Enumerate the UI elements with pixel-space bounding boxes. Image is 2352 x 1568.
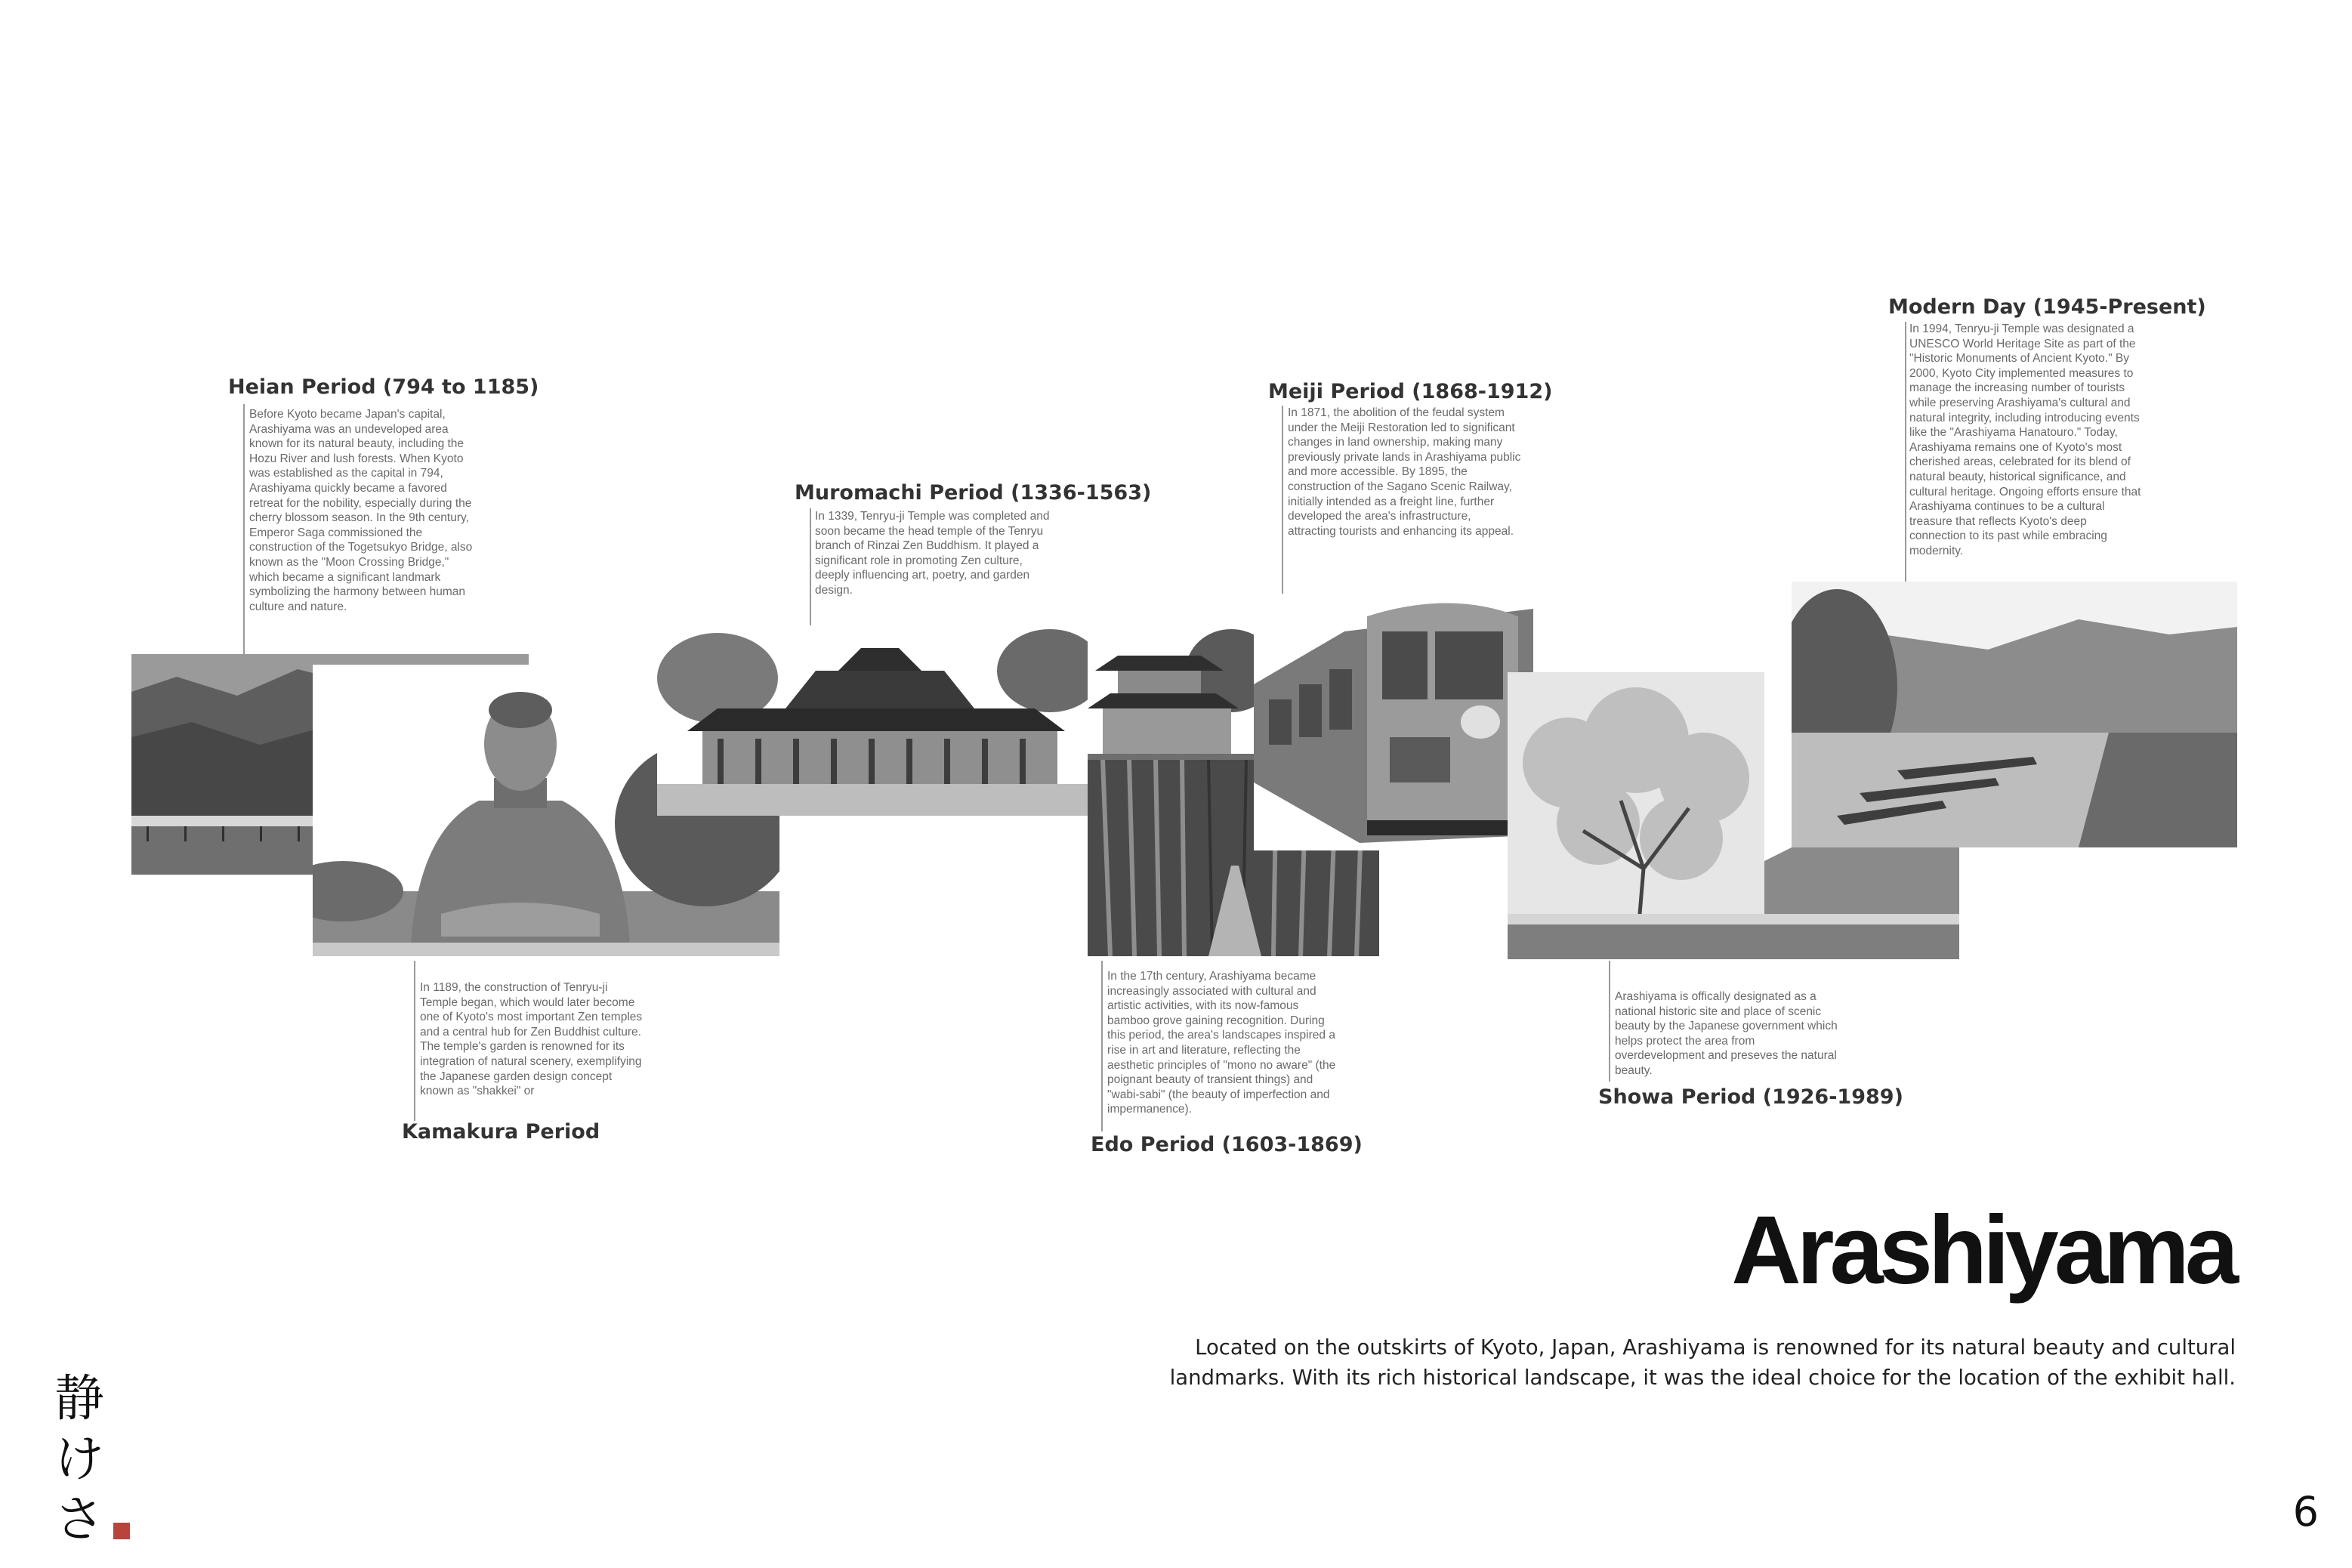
red-seal-stamp-icon <box>113 1523 130 1539</box>
period-title-edo: Edo Period (1603-1869) <box>1091 1133 1363 1156</box>
river-boats-icon <box>1792 582 2237 847</box>
period-text-muromachi: In 1339, Tenryu-ji Temple was completed and soon became the head temple of the Tenryu branch of Rinzai Zen Buddhism. It played a significant role in promoting Zen culture, deeply influencing art, poetry, and garden design. <box>815 510 1050 597</box>
sagano-train-photo <box>1254 594 1535 850</box>
period-text-modern: In 1994, Tenryu-ji Temple was designated a UNESCO World Heritage Site as part of the "Historic Monuments of Ancient Kyoto." By 2000, Kyoto City implemented measures to manage the increasing number of tourists while preserving Arashiyama's cultural and natural integrity, including introducing events like the "Arashiyama Hanatouro." Today, Arashiyama remains one of Kyoto's most cherished areas, celebrated for its blend of natural beauty, historical significance, and cultural heritage. Ongoing efforts ensure that Arashiyama continues to be a cultural treasure that reflects Kyoto's deep connection to its past while embracing modernity. <box>1909 323 2141 557</box>
calligraphy-vertical <box>54 1369 115 1550</box>
page-number: 6 <box>2292 1488 2319 1536</box>
page-description: Located on the outskirts of Kyoto, Japan, Arashiyama is renowned for its natural beauty and cultural landmarks. With its rich historical landscape, it was the ideal choice for the location of the exhibit hall. <box>1169 1335 2236 1390</box>
period-title-showa: Showa Period (1926-1989) <box>1598 1085 1903 1109</box>
period-text-heian: Before Kyoto became Japan's capital, Arashiyama was an undeveloped area known for its natural beauty, including the Hozu River and lush forests. When Kyoto was established as the capital in 794, Arashiyama quickly became a favored retreat for the nobility, especially during the cherry blossom season. In the 9th century, Emperor Saga commissioned the construction of the Togetsukyo Bridge, also known as the "Moon Crossing Bridge," which became a significant landmark symbolizing the harmony between human culture and nature. <box>249 408 473 613</box>
page-title: Arashiyama <box>1731 1196 2234 1304</box>
calligraphy-char: け <box>54 1430 104 1488</box>
period-title-modern: Modern Day (1945-Present) <box>1888 295 2206 319</box>
timeline-connector <box>414 961 415 1121</box>
calligraphy-char: さ <box>54 1490 104 1548</box>
temple-icon <box>657 625 1095 816</box>
period-title-kamakura: Kamakura Period <box>402 1120 600 1144</box>
period-text-meiji: In 1871, the abolition of the feudal system under the Meiji Restoration led to significant changes in land ownership, making many previously private lands in Arashiyama public and more accessible. By 1895, the construction of the Sagano Scenic Railway, initially intended as a freight line, further developed the area's infrastructure, attracting tourists and enhancing its appeal. <box>1288 406 1521 538</box>
period-title-muromachi: Muromachi Period (1336-1563) <box>795 481 1152 505</box>
period-title-heian: Heian Period (794 to 1185) <box>228 375 539 399</box>
period-text-kamakura: In 1189, the construction of Tenryu-ji Temple began, which would later become one of Kyoto's most important Zen temples and a central hub for Zen Buddhist culture. The temple's garden is renowned for its integration of natural scenery, exemplifying the Japanese garden design concept known as "shakkei" or <box>420 981 643 1098</box>
period-title-meiji: Meiji Period (1868-1912) <box>1268 380 1553 403</box>
period-text-edo: In the 17th century, Arashiyama became increasingly associated with cultural and artistic activities, with its now-famous bamboo grove gaining recognition. During this period, the area's landscapes inspired a rise in art and literature, reflecting the aesthetic principles of "mono no aware" (the poignant beauty of transient things) and "wabi-sabi" (the beauty of imperfection and impermanence). <box>1107 970 1336 1116</box>
calligraphy-char: 静 <box>54 1369 104 1428</box>
period-text-showa: Arashiyama is offically designated as a national historic site and place of scenic beauty by the Japanese government which helps protect the area from overdevelopment and preseves the natural beauty. <box>1615 990 1838 1077</box>
timeline-connector <box>1101 961 1103 1131</box>
timeline-connector <box>1905 322 1906 609</box>
timeline-connector <box>1609 961 1610 1082</box>
temple-photo <box>657 625 1095 816</box>
timeline-connector <box>810 508 811 642</box>
train-icon <box>1254 594 1535 850</box>
river-boats-photo <box>1792 582 2237 847</box>
